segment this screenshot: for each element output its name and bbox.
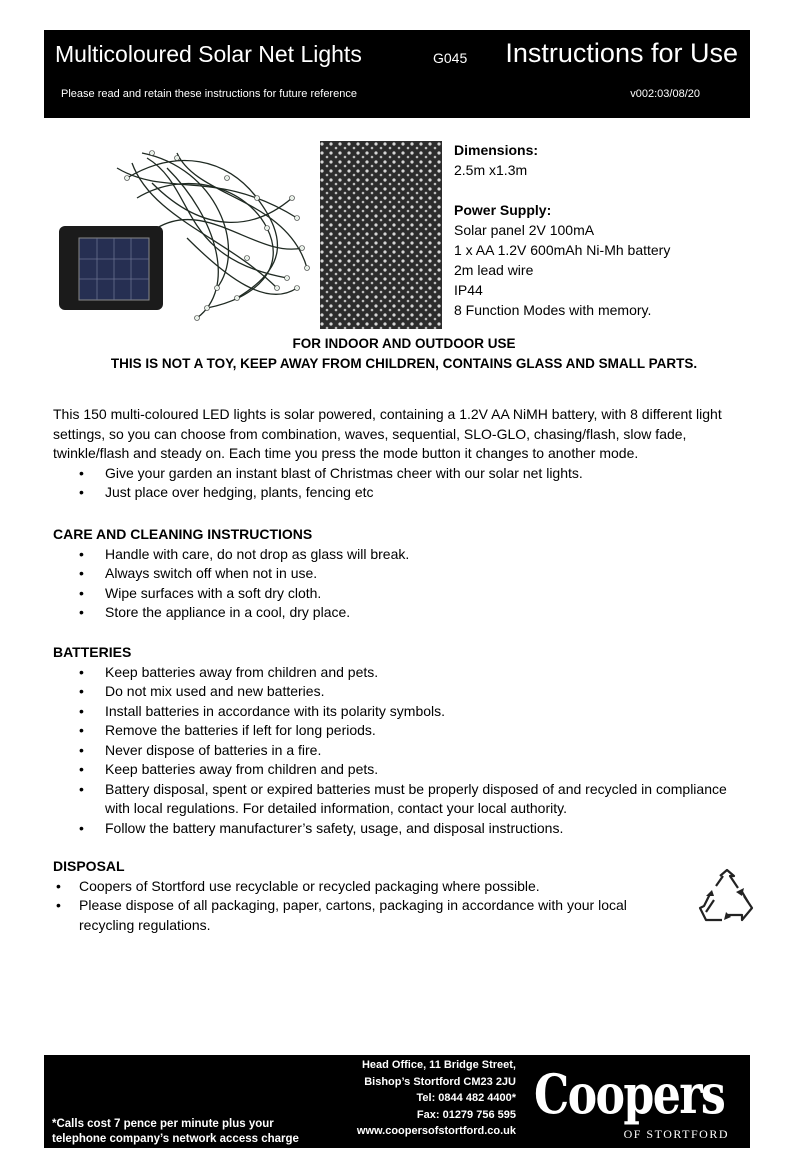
list-item: • Store the appliance in a cool, dry place.	[79, 604, 351, 620]
recycle-icon	[698, 868, 756, 924]
list-item: • Give your garden an instant blast of Christmas cheer with our solar net lights.	[79, 464, 583, 481]
company-footer	[44, 1055, 750, 1148]
logo-subtitle: OF STORTFORD	[623, 1127, 729, 1141]
specifications	[454, 140, 670, 320]
care-section	[53, 525, 753, 623]
power-spec-line: 8 Function Modes with memory.	[454, 302, 652, 318]
list-item: • Just place over hedging, plants, fencing etc	[79, 484, 374, 500]
product-photo-solar-lights	[57, 138, 312, 328]
power-spec-line: 1 x AA 1.2V 600mAh Ni-Mh battery	[454, 242, 671, 258]
list-item: • Remove the batteries if left for long periods.	[79, 722, 376, 738]
list-item: • Battery disposal, spent or expired batteries must be properly disposed of and recycled in compliance with local regulations. For detailed information, contact your local authority.	[79, 780, 727, 816]
version-label: v002:03/08/20	[630, 88, 700, 100]
power-spec-line: IP44	[454, 282, 483, 298]
list-item: • Please dispose of all packaging, paper, cartons, packaging in accordance with your local recycling regulations.	[56, 897, 627, 933]
telephone: Tel: 0844 482 4400*	[416, 1092, 516, 1105]
safety-warning	[0, 334, 808, 374]
intro-paragraph: This 150 multi-coloured LED lights is solar powered, containing a 1.2V AA NiMH battery, with 8 different light settings, so you can choose from combination, waves, sequential, SLO-GLO, chasing/flash, slow fade, twinkle/flash and steady on. Each time you press the mode button it changes to another mode.	[53, 406, 722, 461]
not-a-toy-warning: THIS IS NOT A TOY, KEEP AWAY FROM CHILDREN, CONTAINS GLASS AND SMALL PARTS.	[110, 356, 698, 371]
intro-section	[53, 405, 753, 503]
list-item: • Follow the battery manufacturer’s safety, usage, and disposal instructions.	[79, 819, 564, 836]
indoor-outdoor-warning: FOR INDOOR AND OUTDOOR USE	[292, 336, 516, 351]
list-item: • Handle with care, do not drop as glass will break.	[79, 545, 410, 562]
list-item: • Keep batteries away from children and pets.	[79, 663, 379, 680]
list-item: • Wipe surfaces with a soft dry cloth.	[79, 584, 322, 601]
power-spec-line: 2m lead wire	[454, 262, 534, 278]
batteries-title: BATTERIES	[53, 644, 132, 660]
document-header	[44, 30, 750, 118]
address-line: Head Office, 11 Bridge Street,	[361, 1059, 516, 1071]
list-item: • Never dispose of batteries in a fire.	[79, 741, 322, 758]
list-item: • Coopers of Stortford use recyclable or recycled packaging where possible.	[56, 877, 540, 894]
retain-note: Please read and retain these instructions for future reference	[61, 88, 357, 100]
website: www.coopersofstortford.co.uk	[356, 1125, 516, 1138]
product-code: G045	[433, 50, 468, 66]
instructions-heading: Instructions for Use	[505, 38, 738, 68]
list-item: • Install batteries in accordance with its polarity symbols.	[79, 702, 446, 719]
list-item: • Always switch off when not in use.	[79, 565, 318, 581]
fax: Fax: 01279 756 595	[416, 1108, 516, 1121]
list-item: • Keep batteries away from children and pets.	[79, 761, 379, 777]
list-item: • Do not mix used and new batteries.	[79, 683, 325, 699]
logo-wordmark: Coopers	[534, 1062, 725, 1126]
power-supply-label: Power Supply:	[454, 202, 552, 218]
disposal-title: DISPOSAL	[53, 858, 125, 874]
address-line: Bishop’s Stortford CM23 2JU	[364, 1075, 516, 1088]
disposal-section	[53, 857, 673, 935]
power-spec-line: Solar panel 2V 100mA	[454, 222, 595, 238]
call-cost-note: *Calls cost 7 pence per minute plus your telephone company’s network access charge	[52, 1118, 299, 1145]
contact-details	[344, 1057, 516, 1140]
product-title: Multicoloured Solar Net Lights	[55, 41, 362, 67]
product-photo-net-lights	[320, 141, 442, 329]
dimensions-label: Dimensions:	[454, 142, 539, 158]
dimensions-value: 2.5m x1.3m	[454, 162, 528, 178]
coopers-logo	[534, 1063, 739, 1143]
care-title: CARE AND CLEANING INSTRUCTIONS	[53, 526, 313, 542]
batteries-section	[53, 643, 753, 838]
